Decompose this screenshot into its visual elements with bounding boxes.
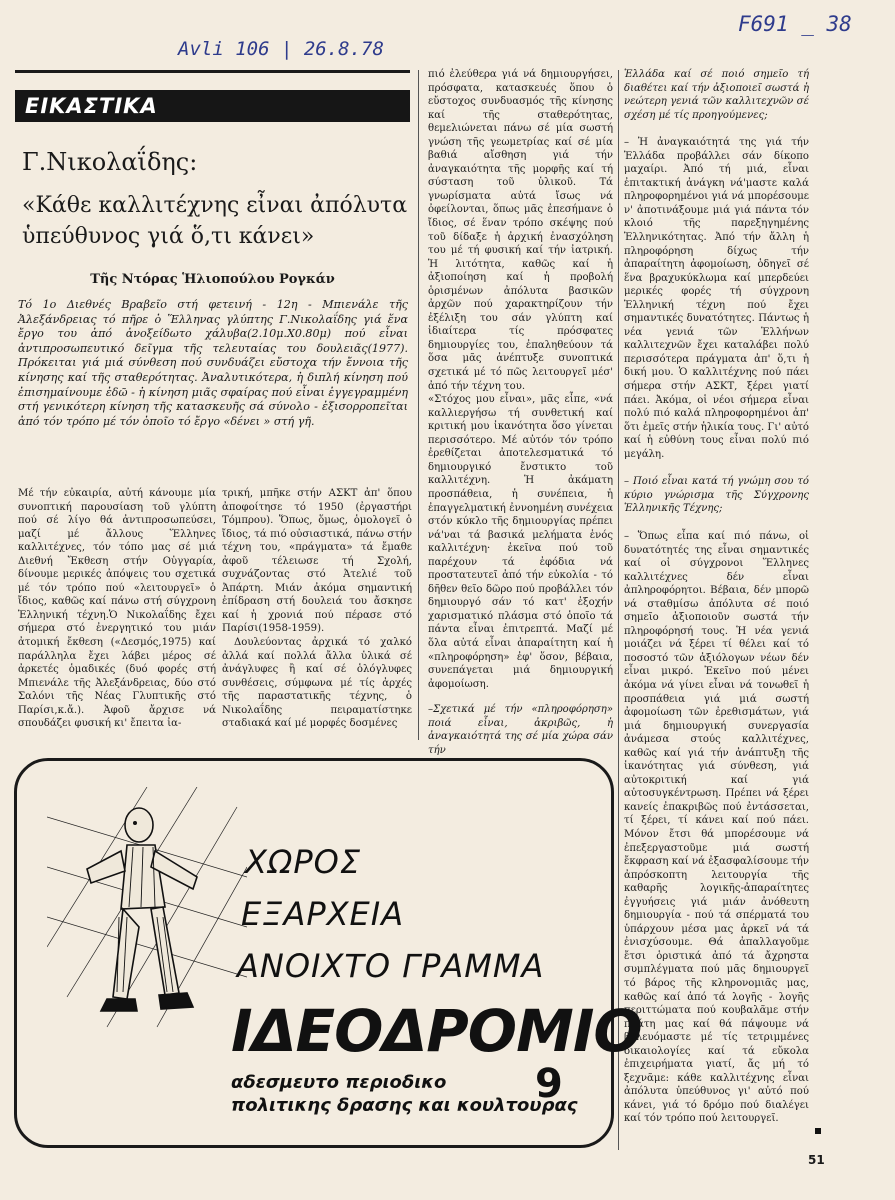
column-2-paragraph-1: τρική, μπῆκε στήν ΑΣΚΤ ἀπ' ὅπου ἀποφοίτησε τό 1950 (ἐργαστήρι Τόμπρου). Ὅπως, ὅμως, ὁμολογεῖ ὁ ἴδιος, τά πιό οὐσιαστικά, πάνω στήν τέχνη του, «πράγματα» τά ἔμαθε ἀφοῦ τέλειωσε τή Σχολή, συχνάζοντας στό Ἀτελιέ τοῦ Ἀπάρτη. Μιάν ἀκόμα σημαντική ἐπίδραση στή δουλειά του ἄσκησε καί ἡ χρονιά πού πέρασε στό Παρίσι(1958-1959). xyxy=(222,488,412,635)
ad-tagline-2: πολιτικης δρασης και κουλτουρας xyxy=(231,1095,578,1116)
ad-tagline-1: αδεσμευτο περιοδικο xyxy=(231,1072,447,1093)
ad-issue-number: 9 xyxy=(535,1061,563,1107)
article-lead: Τό 1ο Διεθνές Βραβεῖο στή φετεινή - 12η - Μπιενάλε τῆς Ἀλεξάνδρειας τό πῆρε ὁ Ἕλληνας γλύπτης Γ.Νικολαΐδης γιά ἕνα ἔργο του ἀπό ἀνοξείδωτο χάλυβα(2.10μ.Χ0.80μ) πού εἶναι ἀντιπροσωπευτικό δεῖγμα τῆς τελευταίας του δουλειᾶς(1977). Πρόκειται γιά μιά σύνθεση πού συνδυάζει εὔστοχα τήν ἔννοια τῆς κίνησης καί τῆς σταθερότητας. Ἀναλυτικότερα, ἡ διπλή κίνηση πού ἐπισημαίνουμε ἐδῶ - ἡ κίνηση μιᾶς σφαίρας πού εἶναι ἐγγεγραμμένη στή γενικότερη κίνηση τῆς κατασκευῆς σά σύνολο - ἐξισορροπεῖται ἀπό τόν τρόπο μέ τόν ὁποῖο τό ἔργο «δένει » στή γῆ. xyxy=(18,298,408,428)
column-3-paragraph-1: πιό ἐλεύθερα γιά νά δημιουργήσει, πρόσφατα, κατασκευές ὅπου ὁ εὔστοχος συνδυασμός τῆς κίνησης καί τῆς σταθερότητας, θεμελιώνεται πάνω σέ μία σωστή γνώση τῆς γεωμετρίας καί σέ μία βαθιά αἴσθηση γιά τήν ἀναγκαιότητα τῆς μορφῆς καί τή σύσταση τοῦ ὑλικοῦ. Τά γνωρίσματα αὐτά ἴσως νά ὀφείλονται, ὅπως μᾶς ἐπεσήμανε ὁ ἴδιος, σέ ἕναν τρόπο σκέψης πού τοῦ δίδαξε ἡ ἀρχική ἐνασχόληση του μέ τή φυσική καί τήν ἰατρική. Ἡ λιτότητα, καθῶς καί ἡ ἀξιοποίηση καί ἡ προβολή ὁρισμένων ἀπόλυτα βασικῶν ἀρχῶν πού χαρακτηρίζουν τήν ἐξέλιξη του σάν γλύπτη καί ἰδιαίτερα τίς πρόσφατες δημιουργίες του, ἐπαληθεύουν τά ὅσα μᾶς ἀνέπτυξε συνοπτικά σχετικά μέ τό πῶς λειτουργεῖ μέσ' ἀπό τήν τέχνη του. xyxy=(428,69,613,392)
article-column-3 xyxy=(428,68,613,757)
article-name-heading: Γ.Νικολαΐδης: xyxy=(22,148,198,176)
article-headline: «Κάθε καλλιτέχνης εἶναι ἀπόλυτα ὑπεύθυνος γιά ὅ,τι κάνει» xyxy=(22,193,408,249)
column-3-paragraph-2: «Στόχος μου εἶναι», μᾶς εἶπε, «νά καλλιεργήσω τή συνθετική καί κριτική μου ἱκανότητα ὅσο γίνεται περισσότερο. Μέ αὐτόν τόν τρόπο ἐρεθίζεται ἀποτελεσματικά τό δημιουργικό ἔνστικτο τοῦ καλλιτέχνη. Ἡ ἀκάματη προσπάθεια, ἡ συνέπεια, ἡ ἐπαγγελματική ἐννοημένη συνέχεια στόν κύκλο τῆς δημιουργίας πρέπει νά'ναι τά βασικά μελήματα ἑνός καλλιτέχνη· ἐκεῖνα πού τοῦ παρέχουν τά ἐφόδια νά προστατευτεῖ ἀπό τήν εὐκολία - τό δῆθεν θεῖο δῶρο πού προβάλλει τόν δημιουργό σάν τό κατ' ἐξοχήν χαρισματικό πλάσμα στό ὁποῖο τά πάντα εἶναι ἐπιτρεπτά. Μαζί μέ ὅλα αὐτά εἶναι ἀπαραίτητη καί ἡ «πληροφόρηση» ἐφ' ὅσον, βέβαια, συνεπάγεται μιά δημιουργική ἀφομοίωση. xyxy=(428,394,613,690)
advertisement-box xyxy=(14,758,642,1148)
column-4-paragraph-1: – Ἡ ἀναγκαιότητά της γιά τήν Ἑλλάδα προβάλλει σάν δίκοπο μαχαίρι. Ἀπό τή μιά, εἶναι ἐπιτακτική ἀνάγκη νά'μαστε καλά πληροφορημένοι γιά νά μπορέσουμε ν' ἀποτινάξουμε μιά γιά πάντα τόν κλοιό τῆς παρεξηγημένης Ἑλληνικότητας. Ἀπό τήν ἄλλη ἡ πληροφόρηση δίχως τήν ἀπαραίτητη ἀφομοίωση, ὁδηγεῖ σέ ἕνα βραχυκύκλωμα καί μπερδεύει μερικές φορές τή σύγχρονη Ἑλληνική τέχνη πού ἔχει σημαντικές δυνατότητες. Πάντως ἡ νέα γενιά τῶν Ἑλλήνων καλλιτεχνῶν ἔχει καταλάβει πολύ περισσότερα πράγματα ἀπ' ὅ,τι ἡ δική μου. Ὁ καλλιτέχνης πού πάει σήμερα στήν ΑΣΚΤ, ξέρει γιατί πάει. Ἀκόμα, οἱ νέοι σήμερα εἶναι πολύ πιό καλά πληροφορημένοι ἀπ' ὅτι ἐμεῖς στήν ἡλικία τους. Γι' αὐτό καί ἡ εὐθύνη τους εἶναι πολύ πιό μεγάλη. xyxy=(624,137,809,460)
article-column-1 xyxy=(18,487,216,731)
top-rule xyxy=(15,70,410,73)
end-mark xyxy=(815,1128,821,1134)
ad-line-3: ΑΝΟΙΧΤΟ ΓΡΑΜΜΑ xyxy=(237,947,545,985)
column-4-question-1: Ἑλλάδα καί σέ ποιό σημεῖο τή διαθέτει καί τήν ἀξιοποιεῖ σωστά ἡ νεώτερη γενιά τῶν καλλιτεχνῶν σέ σχέση μέ τίς προηγούμενες; xyxy=(624,69,809,121)
handwritten-note-archive: Avli 106 | 26.8.78 xyxy=(178,38,384,60)
column-rule-4 xyxy=(618,70,619,1150)
ad-line-1: ΧΩΡΟΣ xyxy=(245,843,362,881)
column-4-paragraph-2: – Ὅπως εἶπα καί πιό πάνω, οἱ δυνατότητές της εἶναι σημαντικές καί οἱ σύγχρονοι Ἕλληνες καλλιτέχνες δέν εἶναι ἀπληροφόρητοι. Βέβαια, δέν μπορῶ νά σταθμίσω ἀπόλυτα σέ ποιό σημεῖο ἀξιοποιοῦν σωστά τήν πληροφόρησή τους. Ἡ νέα γενιά μοιάζει νά ξέρει τί θέλει καί τό ποσοστό τῶν ἀξιόλογων νέων δέν εἶναι μικρό. Ἐκεῖνο πού μένει ἀκόμα νά γίνει εἶναι νά τονωθεῖ ἡ προσπάθεια γιά μιά σωστή ἀφομοίωση τῶν ἐρεθισμάτων, γιά μιά δημιουργική συνεργασία ἀνάμεσα στούς καλλιτέχνες, καθῶς καί γιά τήν ἀνάπτυξη τῆς ἱκανότητας γιά σύνθεση, γιά αὐτοκριτική καί γιά αὐτοσυγκέντρωση. Πρέπει νά ξέρει κανείς ἐπακριβῶς πού ἐντάσσεται, τί ξέρει, τί κάνει καί πού πάει. Μόνον ἔτσι θά μπορέσουμε νά ἐπεξεργαστοῦμε μιά σωστή ἔκφραση καί νά ἐξασφαλίσουμε τήν ἀπρόσκοπτη λειτουργία τῆς καθαρῆς λογικῆς-ἀπαραίτητες ἐγγυήσεις γιά μιάν ἀνόθευτη δημιουργία - πού τά σπέρματά του ὑπάρχουν μέσα μας ἀρκεῖ νά τά ἐνισχύσουμε. Θά ἀπαλλαγοῦμε ἔτσι ὁριστικά ἀπό τά ἄχρηστα συμπλέγματα πού μᾶς δημιουργεῖ τό βάρος τῆς κληρονομιᾶς μας, καθῶς καί ἀπό τά λογῆς - λογῆς περιττώματα πού κουβαλᾶμε στήν πλάτη μας καί θά πάψουμε νά βολευόμαστε μέ τίς τετριμμένες δικαιολογίες καί τά εὔκολα ἐπιχειρήματα γιατί, ἄς μή τό ξεχνᾶμε: κάθε καλλιτέχνης εἶναι ἀπόλυτα ὑπεύθυνος γι' αὐτό πού κάνει, γιά τό δρόμο πού διαλέγει καί τόν τρόπο πού λειτουργεῖ. xyxy=(624,530,809,1125)
figure-body xyxy=(87,808,197,1011)
article-column-4 xyxy=(624,68,809,1126)
column-3-question: –Σχετικά μέ τήν «πληροφόρηση» ποιά εἶναι, ἀκριβῶς, ἡ ἀναγκαιότητά της σέ μία χώρα σάν τήν xyxy=(428,704,613,756)
page-number: 51 xyxy=(808,1153,825,1167)
section-banner: ΕΙΚΑΣΤΙΚΑ xyxy=(15,90,410,122)
ad-line-2: ΕΞΑΡΧΕΙΑ xyxy=(241,895,405,933)
column-1-paragraph: Μέ τήν εὐκαιρία, αὐτή κάνουμε μία συνοπτική παρουσίαση τοῦ γλύπτη πού σέ λίγο θά ἀντιπροσωπεύσει, μαζί μέ ἄλλους Ἕλληνες καλλιτέχνες, τόν τόπο μας σέ μιά Διεθνή Ἔκθεση στήν Οὑγγαρία, δίνουμε μερικές ἀπόψεις του σχετικά μέ τόν τρόπο πού «λειτουργεῖ» ὁ ἴδιος, καθῶς καί πάνω στή σύγχρονη Ἑλληνική τέχνη.Ὁ Νικολαΐδης ἔχει σήμερα στό ἐνεργητικό του μιάν ἀτομική ἔκθεση («Δεσμός,1975) καί παράλληλα ἔχει λάβει μέρος σέ ἀρκετές ὁμαδικές (δυό φορές στή Μπιενάλε τῆς Ἀλεξάνδρειας, δύο στό Σαλόνι τῆς Νέας Γλυπτικῆς στό Παρίσι,κ.ἄ.). Ἀφοῦ ἄρχισε νά σπουδάζει φυσική κι' ἔπειτα ἰα- xyxy=(18,488,216,730)
column-2-paragraph-2: Δουλεύοντας ἀρχικά τό χαλκό ἀλλά καί πολλά ἄλλα ὑλικά σέ ἀνάγλυφες ἢ καί σέ ὁλόγλυφες συνθέσεις, σύμφωνα μέ τίς ἀρχές τῆς παραστατικῆς τέχνης, ὁ Νικολαΐδης πειραματίστηκε σταδιακά καί μέ μορφές δοσμένες xyxy=(222,637,412,730)
handwritten-note-code: F691 _ 38 xyxy=(738,12,852,36)
figure-eye xyxy=(133,821,137,825)
column-4-question-2: – Ποιό εἶναι κατά τή γνώμη σου τό κύριο γνώρισμα τῆς Σύγχρονης Ἑλληνικῆς Τέχνης; xyxy=(624,476,809,515)
article-byline: Τῆς Ντόρας Ἡλιοπούλου Ρογκάν xyxy=(90,272,335,287)
column-rule-3 xyxy=(418,70,419,740)
article-column-2 xyxy=(222,487,412,731)
ad-title: ΙΔΕΟΔΡΟΜΙΟ xyxy=(231,997,642,1065)
figure-illustration xyxy=(47,787,247,1087)
